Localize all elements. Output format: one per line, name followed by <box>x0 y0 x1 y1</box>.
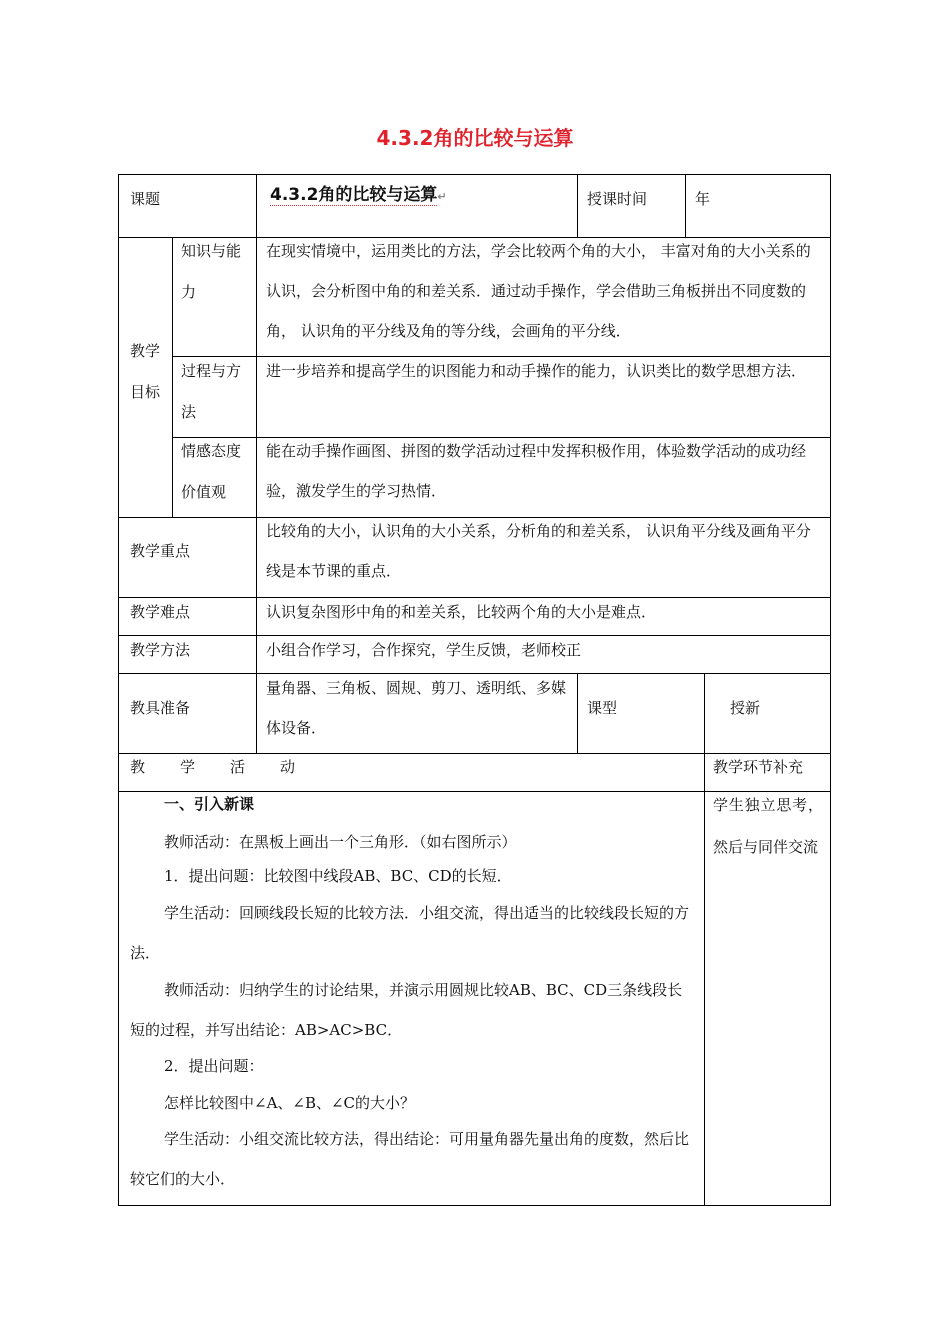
activity-header-char-3: 活 <box>230 758 246 776</box>
difficulties-text: 认识复杂图形中角的和差关系，比较两个角的大小是难点． <box>266 603 657 621</box>
lesson-type-label: 课型 <box>587 699 618 717</box>
objective-knowledge-label-1: 知识与能 <box>181 242 242 260</box>
tools-label: 教具准备 <box>130 699 191 717</box>
objective-process-label-2: 法 <box>181 403 197 421</box>
document-title: 4.3.2角的比较与运算 <box>376 126 574 150</box>
objective-emotion-label-1: 情感态度 <box>181 442 242 460</box>
objective-emotion-label-2: 价值观 <box>181 483 227 501</box>
course-title-text: 4.3.2角的比较与运算 <box>270 185 438 205</box>
label-course: 课题 <box>130 190 161 208</box>
supplement-note: 学生独立思考，然后与同伴交流 <box>713 796 823 856</box>
activity-paragraph-3: 学生活动：回顾线段长短的比较方法．小组交流，得出适当的比较线段长短的方法． <box>130 904 690 962</box>
section-heading: 一、引入新课 <box>164 795 255 813</box>
difficulties-label: 教学难点 <box>130 603 191 621</box>
activity-header-char-4: 动 <box>280 758 296 776</box>
activity-paragraph-6: 怎样比较图中∠A、∠B、∠C的大小？ <box>164 1094 416 1112</box>
objective-knowledge-text: 在现实情境中，运用类比的方法，学会比较两个角的大小， 丰富对角的大小关系的认识，会分析图中角的和差关系．通过动手操作，学会借助三角板拼出不同度数的角， 认识角的平分线及角的等分线，会画角的平分线． <box>266 242 811 340</box>
activity-header-char-2: 学 <box>180 758 196 776</box>
keypoints-label: 教学重点 <box>130 542 191 560</box>
time-value: 年 <box>695 190 711 208</box>
objectives-label-2: 目标 <box>130 383 161 401</box>
objective-emotion-text: 能在动手操作画图、拼图的数学活动过程中发挥积极作用，体验数学活动的成功经验，激发学生的学习热情． <box>266 442 807 500</box>
tools-text: 量角器、三角板、圆规、剪刀、透明纸、多媒体设备． <box>266 679 567 737</box>
objective-knowledge-label-2: 力 <box>181 283 197 301</box>
objective-process-text: 进一步培养和提高学生的识图能力和动手操作的能力，认识类比的数学思想方法． <box>266 362 807 380</box>
label-time: 授课时间 <box>587 190 648 208</box>
activity-paragraph-4: 教师活动：归纳学生的讨论结果，并演示用圆规比较AB、BC、CD三条线段长短的过程，并写出结论：AB>AC>BC． <box>130 981 683 1039</box>
course-title: 4.3.2角的比较与运算↵ <box>270 185 447 205</box>
activity-paragraph-5: 2．提出问题： <box>164 1057 264 1075</box>
activity-paragraph-1: 教师活动：在黑板上画出一个三角形．（如右图所示） <box>164 833 517 851</box>
objectives-label-1: 教学 <box>130 342 161 360</box>
keypoints-text: 比较角的大小，认识角的大小关系，分析角的和差关系， 认识角平分线及画角平分线是本节课的重点． <box>266 522 811 580</box>
supplement-header: 教学环节补充 <box>713 758 804 776</box>
methods-label: 教学方法 <box>130 641 191 659</box>
lesson-type-value: 授新 <box>730 699 761 717</box>
activity-paragraph-7: 学生活动：小组交流比较方法，得出结论：可用量角器先量出角的度数，然后比较它们的大小． <box>130 1130 690 1188</box>
objective-process-label-1: 过程与方 <box>181 362 242 380</box>
activity-header-char-1: 教 <box>130 758 146 776</box>
activity-paragraph-2: 1．提出问题：比较图中线段AB、BC、CD的长短． <box>164 867 512 885</box>
methods-text: 小组合作学习，合作探究，学生反馈，老师校正 <box>266 641 582 659</box>
